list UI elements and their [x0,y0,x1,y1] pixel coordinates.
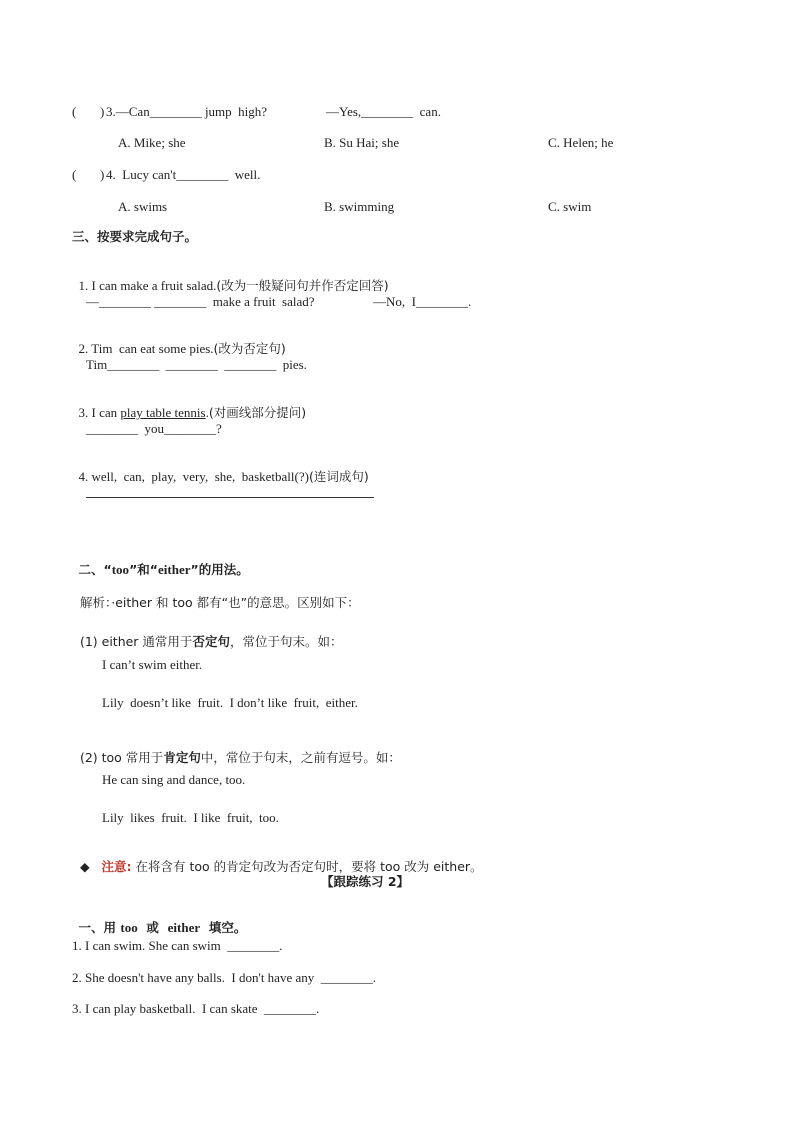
practice-item-1: 1. I can swim. She can swim ________. [72,938,283,953]
rule-text: ，常位于句末。如： [229,634,343,649]
section3-item-3 [72,389,306,421]
q3-paren-open: ( [72,104,77,119]
grammar-example-4: Lily likes fruit. I like fruit, too. [102,810,279,825]
q4-paren-close: ) [100,167,105,182]
grammar-example-2: Lily doesn’t like fruit. I don’t like fruit, either. [102,695,358,710]
rule-text: (1) either 通常用于 [79,634,193,649]
diamond-bullet-icon: ◆ [79,859,90,874]
section3-item-1 [72,262,389,294]
rule-text: 中，常位于句末，之前有逗号。如： [200,750,401,765]
q3-question: 3.—Can________ jump high? [106,104,268,119]
grammar-rule-1 [72,618,342,650]
q3-option-a: A. Mike; she [118,135,186,150]
q3-answer: —Yes,________ can. [326,104,441,119]
subtitle-pre: 一、用 [78,920,121,935]
q4-option-b: B. swimming [324,199,395,214]
item-hint: (改为一般疑问句并作否定回答) [216,278,389,293]
analysis-text: ·either 和 too 都有“也”的意思。区别如下： [111,595,360,610]
note-label: 注意: [101,859,132,874]
item-question: 2. Tim can eat some pies. [78,341,214,356]
item-3-answer: ________ you________? [86,421,222,436]
item-question: 4. well, can, play, very, she, basketball(?) [78,469,309,484]
grammar-example-1: I can’t swim either. [102,657,203,672]
q4-option-c: C. swim [548,199,592,214]
subtitle-mid: 或 [137,920,168,935]
grammar-title-post: ”的用法。 [190,562,249,577]
note-text: 在将含有 too 的肯定句改为否定句时，要将 too 改为 either。 [135,859,483,874]
analysis-label: 解析： [79,595,112,610]
subtitle-either: either [167,920,201,935]
answer-blank-line [86,497,374,498]
practice-item-3: 3. I can play basketball. I can skate ________. [72,1001,320,1016]
item-2-answer: Tim________ ________ ________ pies. [86,357,307,372]
section3-item-4 [72,453,369,485]
item-1-answer: —________ ________ make a fruit salad? [86,294,315,309]
grammar-title-too: too [111,562,130,577]
grammar-note [72,843,483,875]
grammar-analysis [72,579,360,611]
rule-text: (2) too 常用于 [79,750,164,765]
grammar-title-mid: ”和“ [129,562,158,577]
item-1-answer-2: —No, I________. [373,294,472,309]
q3-paren-close: ) [100,104,105,119]
grammar-example-3: He can sing and dance, too. [102,772,246,787]
item-question-underlined: play table tennis [120,405,206,420]
q4-paren-open: ( [72,167,77,182]
q3-option-b: B. Su Hai; she [324,135,400,150]
item-question-pre: 3. I can [78,405,121,420]
section3-title: 三、按要求完成句子。 [72,229,198,244]
q4-option-a: A. swims [118,199,168,214]
item-hint: (对画线部分提问) [208,405,307,420]
rule-bold: 肯定句 [163,750,201,765]
q4-question: 4. Lucy can't________ well. [106,167,261,182]
grammar-title-either: either [158,562,191,577]
grammar-title [72,546,249,578]
practice-subtitle [72,904,246,936]
item-hint: (连词成句) [308,469,369,484]
grammar-title-pre: 二、“ [78,562,112,577]
rule-bold: 否定句 [192,634,230,649]
practice-title: 【跟踪练习 2】 [321,874,410,889]
item-question-post: . [205,405,209,420]
item-question: 1. I can make a fruit salad. [78,278,217,293]
item-hint: (改为否定句) [213,341,286,356]
q3-option-c: C. Helen; he [548,135,614,150]
subtitle-post: 填空。 [200,920,247,935]
practice-item-2: 2. She doesn't have any balls. I don't have any ________. [72,970,376,985]
grammar-rule-2 [72,734,401,766]
section3-item-2 [72,325,286,357]
subtitle-too: too [120,920,138,935]
